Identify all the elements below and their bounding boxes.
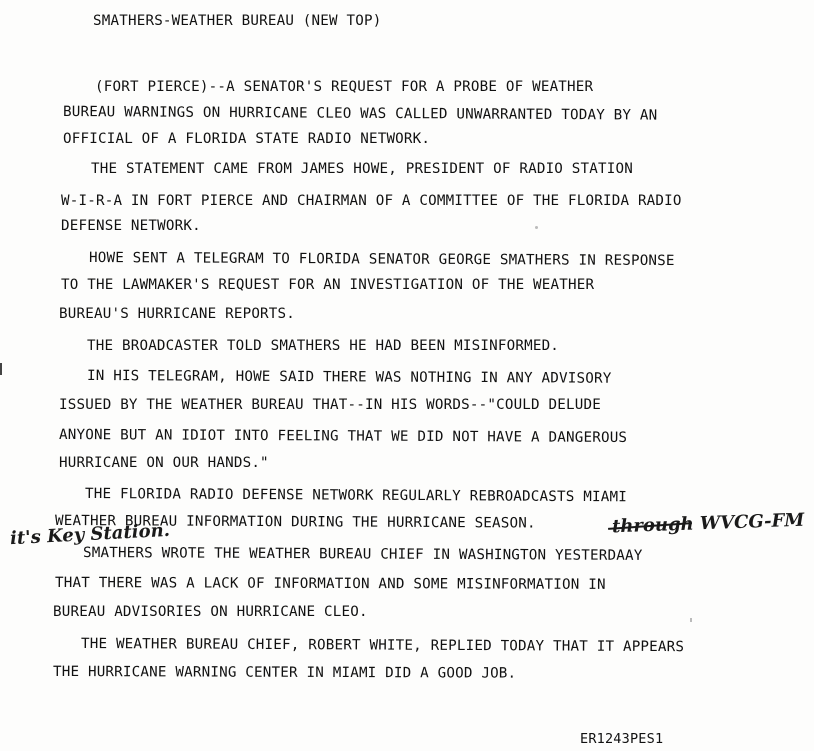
p8-line-2: THE HURRICANE WARNING CENTER IN MIAMI DID A GOOD JOB. xyxy=(52,664,517,682)
p2-line-2: W-I-R-A IN FORT PIERCE AND CHAIRMAN OF A COMMITTEE OF THE FLORIDA RADIO xyxy=(61,193,682,209)
p5-line-4: HURRICANE ON OUR HANDS." xyxy=(59,455,269,471)
p4-line-1: THE BROADCASTER TOLD SMATHERS HE HAD BEEN MISINFORMED. xyxy=(87,338,560,354)
p5-line-3: ANYONE BUT AN IDIOT INTO FEELING THAT WE DID NOT HAVE A DANGEROUS xyxy=(58,427,628,446)
p1-line-1: (FORT PIERCE)--A SENATOR'S REQUEST FOR A PROBE OF WEATHER xyxy=(95,79,594,95)
p7-line-3: BUREAU ADVISORIES ON HURRICANE CLEO. xyxy=(53,604,368,620)
p5-line-2: ISSUED BY THE WEATHER BUREAU THAT--IN HIS WORDS--"COULD DELUDE xyxy=(59,397,601,413)
speck-2 xyxy=(690,618,692,622)
p3-line-3: BUREAU'S HURRICANE REPORTS. xyxy=(59,306,296,322)
p3-line-2: TO THE LAWMAKER'S REQUEST FOR AN INVESTIGATION OF THE WEATHER xyxy=(61,277,595,293)
p3-line-1: HOWE SENT A TELEGRAM TO FLORIDA SENATOR GEORGE SMATHERS IN RESPONSE xyxy=(88,250,675,270)
footer-code: ER1243PES1 xyxy=(580,731,664,747)
p1-line-3: OFFICIAL OF A FLORIDA STATE RADIO NETWORK. xyxy=(63,131,431,147)
speck-1 xyxy=(535,226,538,229)
p2-line-3: DEFENSE NETWORK. xyxy=(61,218,201,234)
p7-line-1: SMATHERS WROTE THE WEATHER BUREAU CHIEF IN WASHINGTON YESTERDAAY xyxy=(82,545,643,564)
p7-line-2: THAT THERE WAS A LACK OF INFORMATION AND SOME MISINFORMATION IN xyxy=(54,575,606,593)
p2-line-1: THE STATEMENT CAME FROM JAMES HOWE, PRESIDENT OF RADIO STATION xyxy=(91,161,633,177)
p1-line-2: BUREAU WARNINGS ON HURRICANE CLEO WAS CALLED UNWARRANTED TODAY BY AN xyxy=(62,104,658,124)
p6-line-2: WEATHER BUREAU INFORMATION DURING THE HURRICANE SEASON. xyxy=(54,513,536,532)
p5-line-1: IN HIS TELEGRAM, HOWE SAID THERE WAS NOTHING IN ANY ADVISORY xyxy=(86,368,612,387)
slug-line: SMATHERS-WEATHER BUREAU (NEW TOP) xyxy=(93,13,382,29)
handwritten-annotation-right: through WVCG-FM xyxy=(611,509,805,538)
margin-tick xyxy=(0,363,2,375)
handwritten-annotation-left: it's Key Station. xyxy=(9,519,171,550)
p8-line-1: THE WEATHER BUREAU CHIEF, ROBERT WHITE, REPLIED TODAY THAT IT APPEARS xyxy=(80,636,685,656)
p6-line-1: THE FLORIDA RADIO DEFENSE NETWORK REGULARLY REBROADCASTS MIAMI xyxy=(84,486,628,506)
